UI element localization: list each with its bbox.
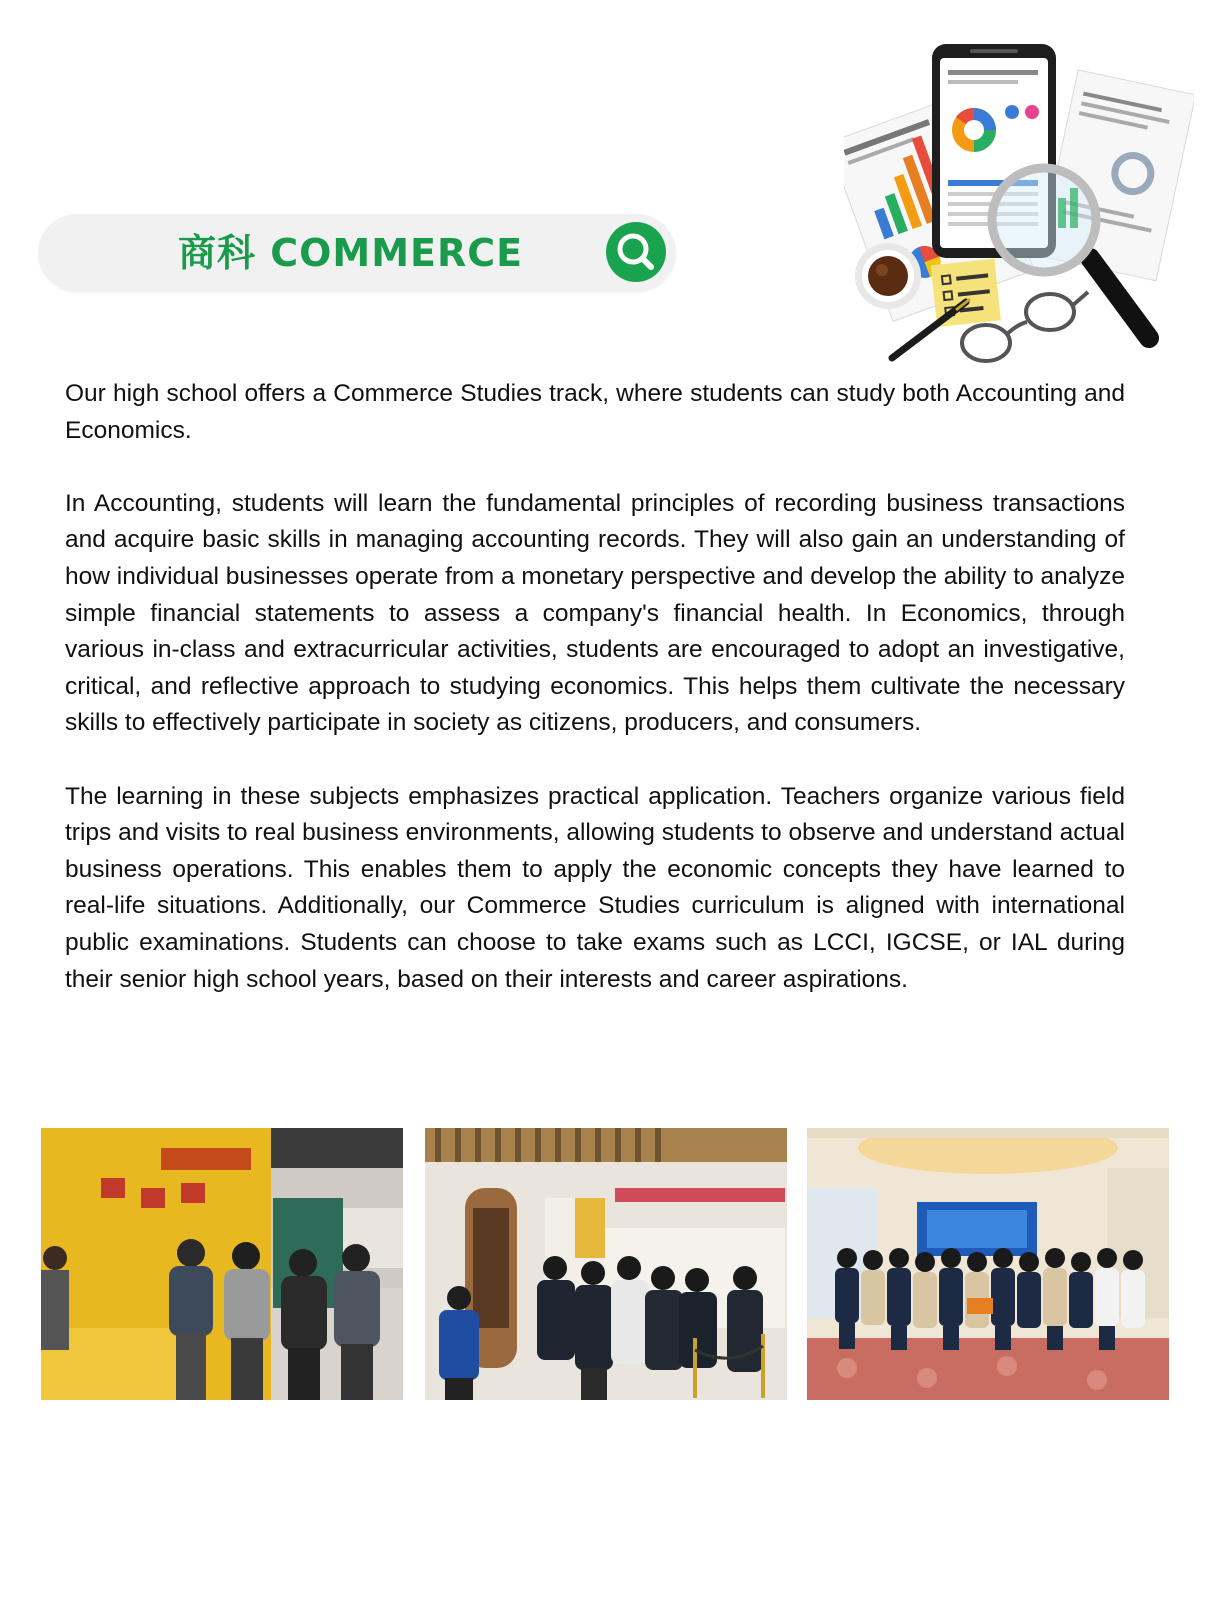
search-button[interactable] bbox=[606, 222, 666, 282]
photo-food-expo-booth bbox=[41, 1128, 403, 1400]
photo-museum-visit bbox=[425, 1128, 787, 1400]
title-banner bbox=[38, 214, 676, 292]
search-icon bbox=[606, 222, 666, 282]
page-title: 商科 COMMERCE bbox=[178, 231, 524, 275]
photo-group-exhibition bbox=[807, 1128, 1169, 1400]
business-analytics-illustration bbox=[844, 40, 1194, 380]
article-body bbox=[65, 376, 1125, 1035]
paragraph-intro: Our high school offers a Commerce Studies track, where students can study both Accounting and Economics. bbox=[65, 380, 1125, 444]
paragraph-practical-learning: The learning in these subjects emphasizes practical application. Teachers organize various field trips and visits to real business environments, allowing students to observe and understand actual business operations. This enables them to apply the economic concepts they have learned to real-life situations. Additionally, our Commerce Studies curriculum is aligned with international public examinations. Students can choose to take exams such as LCCI, IGCSE, or IAL during their senior high school years, based on their interests and career aspirations. bbox=[65, 782, 1125, 993]
paragraph-accounting-economics: In Accounting, students will learn the fundamental principles of recording business transactions and acquire basic skills in managing accounting records. They will also gain an understanding of how individual businesses operate from a monetary perspective and develop the ability to analyze simple financial statements to assess a company's financial health. In Economics, through various in-class and extracurricular activities, students are encouraged to adopt an investigative, critical, and reflective approach to studying economics. This helps them cultivate the necessary skills to effectively participate in society as citizens, producers, and consumers. bbox=[65, 489, 1125, 737]
